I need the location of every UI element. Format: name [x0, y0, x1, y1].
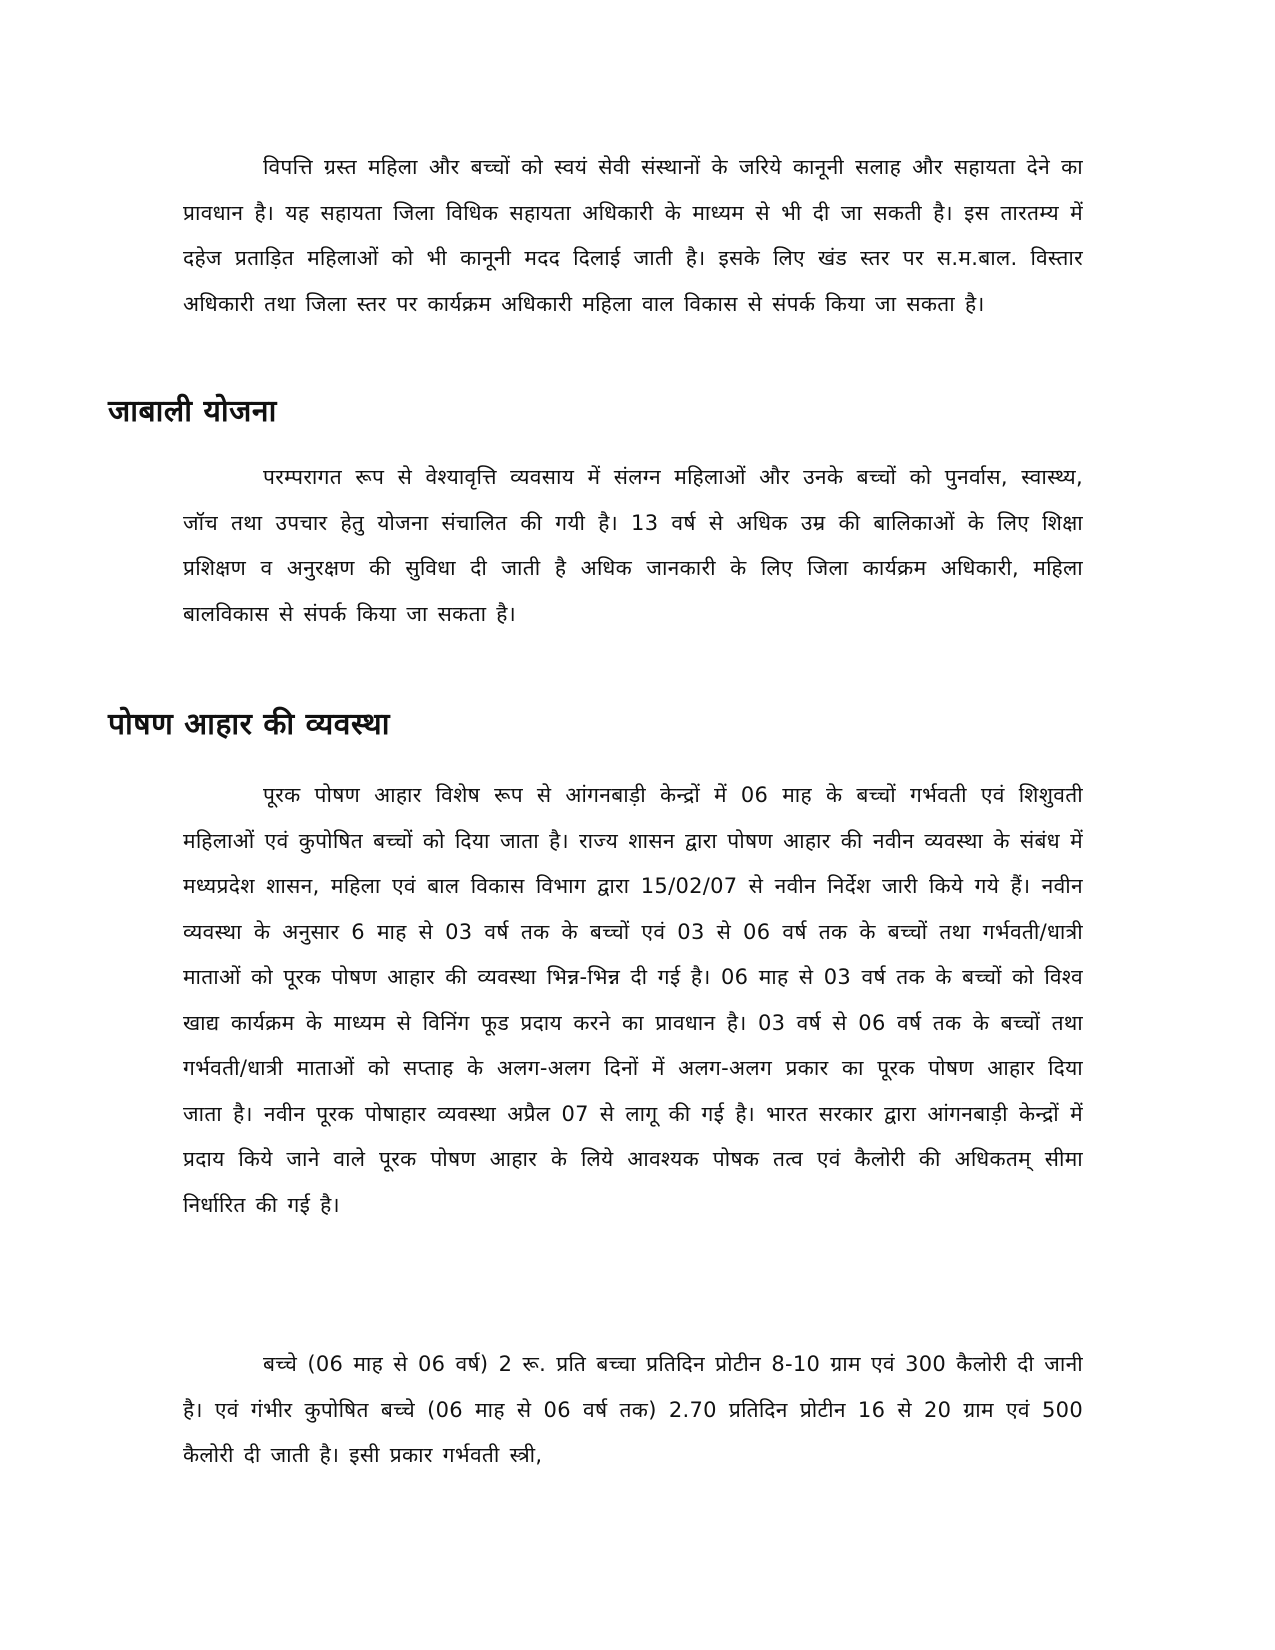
jabali-yojana-paragraph: परम्परागत रूप से वेश्यावृत्ति व्यवसाय में संलग्न महिलाओं और उनके बच्चों को पुनर्वास, स्वास्थ्य, जॉच तथा उपचार हेतु योजना संचालित की गयी है। 13 वर्ष से अधिक उम्र की बालिकाओं के लिए शिक्षा प्रशिक्षण व अनुरक्षण की सुविधा दी जाती है अधिक जानकारी के लिए जिला कार्यक्रम अधिकारी, महिला बालविकास से संपर्क किया जा सकता है। — [183, 465, 1083, 626]
nutrition-paragraph: पूरक पोषण आहार विशेष रूप से आंगनबाड़ी केन्द्रों में 06 माह के बच्चों गर्भवती एवं शिशुवती महिलाओं एवं कुपोषित बच्चों को दिया जाता है। राज्य शासन द्वारा पोषण आहार की नवीन व्यवस्था के संबंध में मध्यप्रदेश शासन, महिला एवं बाल विकास विभाग द्वारा 15/02/07 से नवीन निर्देश जारी किये गये हैं। नवीन व्यवस्था के अनुसार 6 माह से 03 वर्ष तक के बच्चों एवं 03 से 06 वर्ष तक के बच्चों तथा गर्भवती/धात्री माताओं को पूरक पोषण आहार की व्यवस्था भिन्न-भिन्न दी गई है। 06 माह से 03 वर्ष तक के बच्चों को विश्व खाद्य कार्यक्रम के माध्यम से विनिंग फूड प्रदाय करने का प्रावधान है। 03 वर्ष से 06 वर्ष तक के बच्चों तथा गर्भवती/धात्री माताओं को सप्ताह के अलग-अलग दिनों में अलग-अलग प्रकार का पूरक पोषण आहार दिया जाता है। नवीन पूरक पोषाहार व्यवस्था अप्रैल 07 से लागू की गई है। भारत सरकार द्वारा आंगनबाड़ी केन्द्रों में प्रदाय किये जाने वाले पूरक पोषण आहार के लिये आवश्यक पोषक तत्व एवं कैलोरी की अधिकतम् सीमा निर्धारित की गई है। — [183, 783, 1083, 1217]
nutrition-norms-paragraph: बच्चे (06 माह से 06 वर्ष) 2 रू. प्रति बच्चा प्रतिदिन प्रोटीन 8-10 ग्राम एवं 300 कैलोरी दी जानी है। एवं गंभीर कुपोषित बच्चे (06 माह से 06 वर्ष तक) 2.70 प्रतिदिन प्रोटीन 16 से 20 ग्राम एवं 500 कैलोरी दी जाती है। इसी प्रकार गर्भवती स्त्री, — [183, 1352, 1083, 1467]
jabali-yojana-heading: जाबाली योजना — [108, 394, 277, 429]
nutrition-heading: पोषण आहार की व्यवस्था — [108, 707, 390, 742]
legal-aid-paragraph: विपत्ति ग्रस्त महिला और बच्चों को स्वयं सेवी संस्थानों के जरिये कानूनी सलाह और सहायता देने का प्रावधान है। यह सहायता जिला विधिक सहायता अधिकारी के माध्यम से भी दी जा सकती है। इस तारतम्य में दहेज प्रताड़ित महिलाओं को भी कानूनी मदद दिलाई जाती है। इसके लिए खंड स्तर पर स.म.बाल. विस्तार अधिकारी तथा जिला स्तर पर कार्यक्रम अधिकारी महिला वाल विकास से संपर्क किया जा सकता है। — [183, 155, 1083, 316]
